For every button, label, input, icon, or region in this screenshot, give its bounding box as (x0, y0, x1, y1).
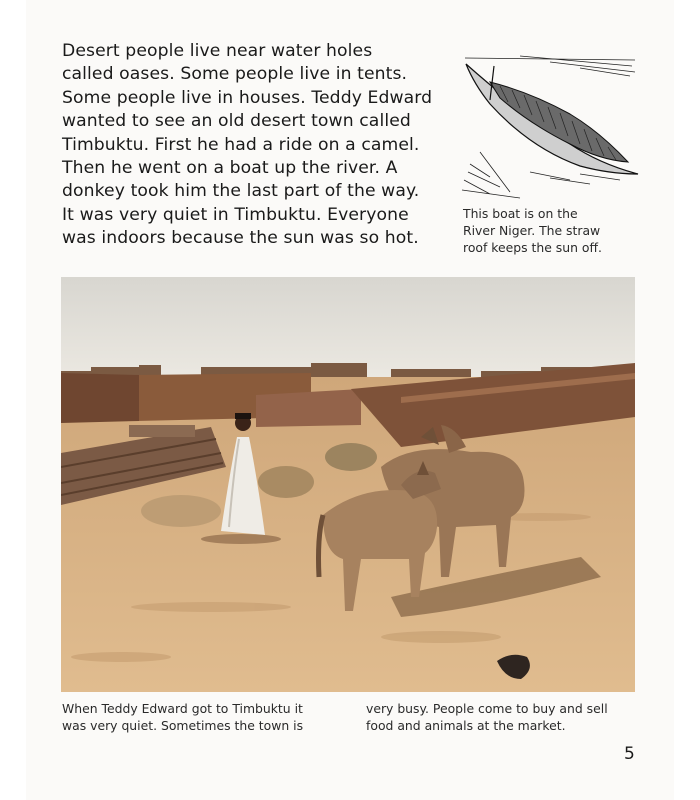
boat-caption (463, 205, 643, 256)
main-text-line: It was very quiet in Timbuktu. Everyone (62, 204, 409, 225)
main-text-line: called oases. Some people live in tents. (62, 64, 408, 85)
main-text-line: Then he went on a boat up the river. A (62, 158, 398, 179)
photo-caption-right (366, 700, 636, 734)
main-text-line: Timbuktu. First he had a ride on a camel. (62, 134, 420, 155)
boat-caption-line: This boat is on the (463, 206, 578, 221)
main-text-line: wanted to see an old desert town called (62, 111, 411, 132)
boat-caption-line: River Niger. The straw (463, 223, 601, 238)
main-paragraph (62, 40, 452, 251)
main-text-line: was indoors because the sun was so hot. (62, 228, 419, 249)
main-text-line: Desert people live near water holes (62, 41, 373, 61)
boat-caption-line: roof keeps the sun off. (463, 240, 602, 255)
photo-caption-line: food and animals at the market. (366, 718, 566, 733)
main-text-line: Some people live in houses. Teddy Edward (62, 87, 433, 108)
timbuktu-photo (61, 277, 635, 692)
photo-caption-left (62, 700, 352, 734)
page-number: 5 (624, 744, 635, 764)
photo-caption-line: was very quiet. Sometimes the town is (62, 718, 304, 733)
photo-caption-line: very busy. People come to buy and sell (366, 701, 608, 716)
boat-sketch-illustration (460, 52, 640, 200)
photo-caption-line: When Teddy Edward got to Timbuktu it (62, 701, 303, 716)
main-text-line: donkey took him the last part of the way. (62, 181, 420, 202)
